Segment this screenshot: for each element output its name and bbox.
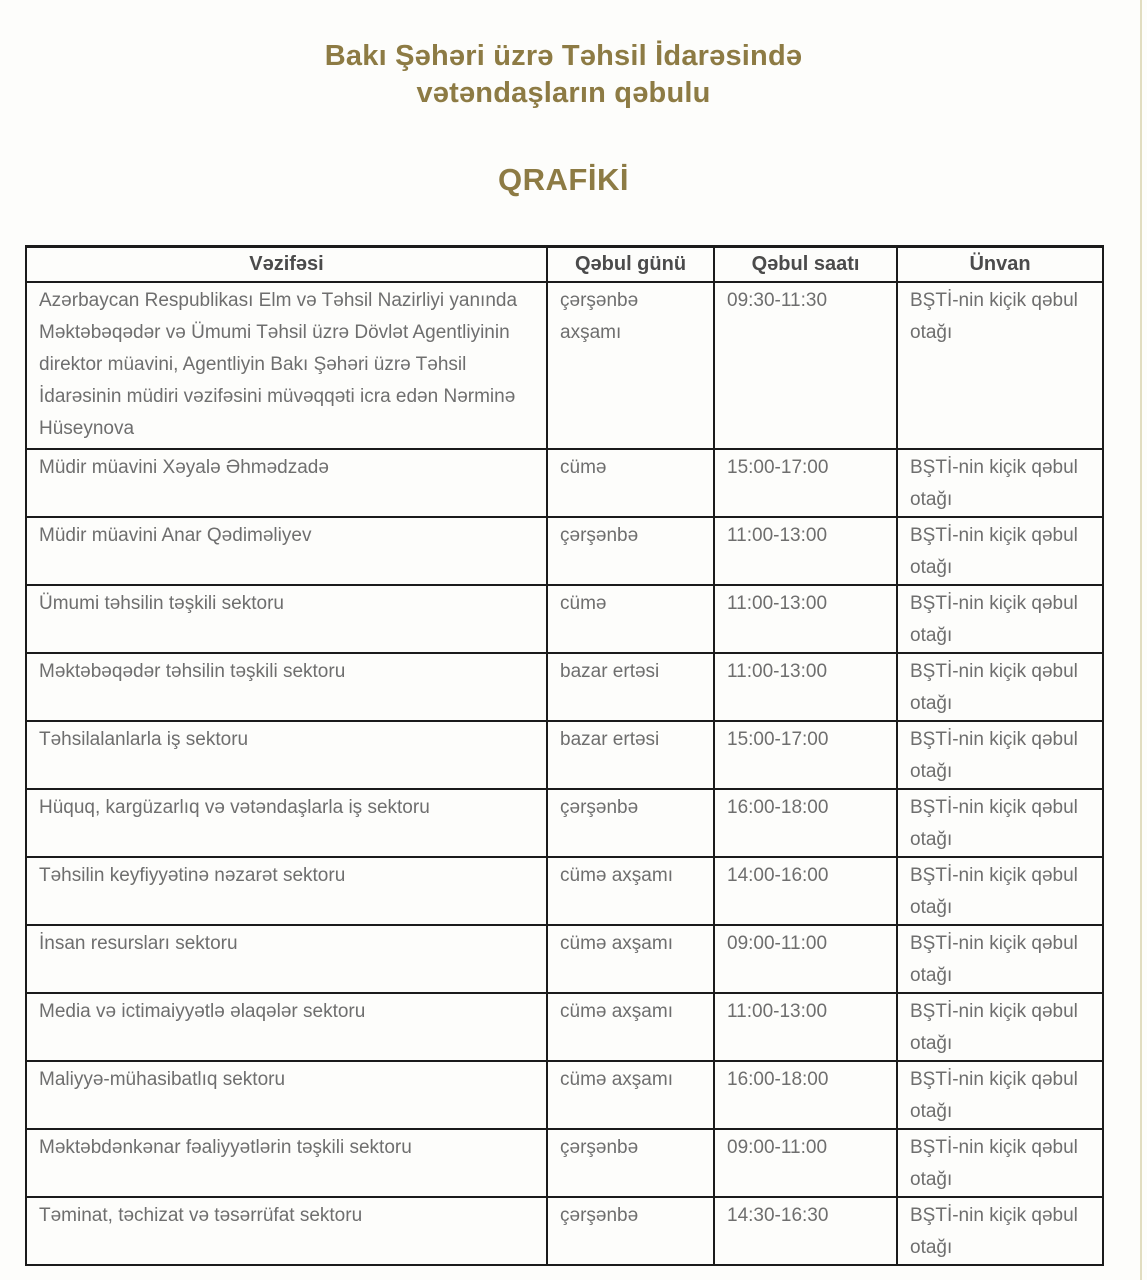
cell-gun: cümə axşamı — [547, 857, 714, 925]
cell-unvan: BŞTİ-nin kiçik qəbul otağı — [897, 789, 1103, 857]
cell-gun: cümə axşamı — [547, 925, 714, 993]
document-page — [25, 0, 1102, 1266]
cell-gun: çərşənbə axşamı — [547, 282, 714, 449]
cell-saat: 14:00-16:00 — [714, 857, 897, 925]
page-title-line1: Bakı Şəhəri üzrə Təhsil İdarəsində — [324, 40, 803, 72]
table-row — [26, 585, 1103, 653]
table-row — [26, 993, 1103, 1061]
cell-vezife: İnsan resursları sektoru — [26, 925, 547, 993]
table-header-row — [26, 247, 1103, 283]
cell-gun: çərşənbə — [547, 789, 714, 857]
cell-gun: cümə — [547, 449, 714, 517]
cell-saat: 09:00-11:00 — [714, 925, 897, 993]
cell-unvan: BŞTİ-nin kiçik qəbul otağı — [897, 282, 1103, 449]
table-row — [26, 449, 1103, 517]
cell-gun: bazar ertəsi — [547, 653, 714, 721]
cell-unvan: BŞTİ-nin kiçik qəbul otağı — [897, 993, 1103, 1061]
cell-unvan: BŞTİ-nin kiçik qəbul otağı — [897, 449, 1103, 517]
table-row — [26, 1197, 1103, 1265]
column-header-vezifesi: Vəzifəsi — [26, 247, 547, 283]
cell-saat: 11:00-13:00 — [714, 993, 897, 1061]
cell-unvan: BŞTİ-nin kiçik qəbul otağı — [897, 585, 1103, 653]
table-row — [26, 653, 1103, 721]
cell-saat: 11:00-13:00 — [714, 585, 897, 653]
cell-gun: cümə axşamı — [547, 993, 714, 1061]
cell-unvan: BŞTİ-nin kiçik qəbul otağı — [897, 721, 1103, 789]
cell-gun: çərşənbə — [547, 1197, 714, 1265]
cell-saat: 11:00-13:00 — [714, 517, 897, 585]
cell-vezife: Azərbaycan Respublikası Elm və Təhsil Nazirliyi yanında Məktəbəqədər və Ümumi Təhsil üzrə Dövlət Agentliyinin direktor müavini, Agentliyin Bakı Şəhəri üzrə Təhsil İdarəsinin müdiri vəzifəsini müvəqqəti icra edən Nərminə Hüseynova — [26, 282, 547, 449]
table-row — [26, 1061, 1103, 1129]
cell-vezife: Məktəbəqədər təhsilin təşkili sektoru — [26, 653, 547, 721]
cell-saat: 16:00-18:00 — [714, 789, 897, 857]
cell-vezife: Hüquq, kargüzarlıq və vətəndaşlarla iş sektoru — [26, 789, 547, 857]
cell-vezife: Təminat, təchizat və təsərrüfat sektoru — [26, 1197, 547, 1265]
cell-vezife: Müdir müavini Anar Qədiməliyev — [26, 517, 547, 585]
cell-unvan: BŞTİ-nin kiçik qəbul otağı — [897, 1061, 1103, 1129]
page-edge-line — [1140, 0, 1142, 1280]
page-title — [25, 38, 1102, 112]
cell-saat: 16:00-18:00 — [714, 1061, 897, 1129]
cell-vezife: Məktəbdənkənar fəaliyyətlərin təşkili sektoru — [26, 1129, 547, 1197]
table-row — [26, 721, 1103, 789]
table-row — [26, 1129, 1103, 1197]
cell-vezife: Təhsilalanlarla iş sektoru — [26, 721, 547, 789]
cell-unvan: BŞTİ-nin kiçik qəbul otağı — [897, 517, 1103, 585]
cell-gun: cümə axşamı — [547, 1061, 714, 1129]
cell-gun: cümə — [547, 585, 714, 653]
table-row — [26, 925, 1103, 993]
page-subtitle: QRAFİKİ — [498, 162, 629, 197]
cell-unvan: BŞTİ-nin kiçik qəbul otağı — [897, 857, 1103, 925]
table-row — [26, 857, 1103, 925]
cell-saat: 09:30-11:30 — [714, 282, 897, 449]
cell-vezife: Ümumi təhsilin təşkili sektoru — [26, 585, 547, 653]
column-header-unvan: Ünvan — [897, 247, 1103, 283]
column-header-qebul-gunu: Qəbul günü — [547, 247, 714, 283]
table-row — [26, 789, 1103, 857]
cell-saat: 14:30-16:30 — [714, 1197, 897, 1265]
page-title-line2: vətəndaşların qəbulu — [416, 77, 711, 109]
reception-schedule-table — [25, 245, 1104, 1266]
cell-gun: bazar ertəsi — [547, 721, 714, 789]
cell-vezife: Təhsilin keyfiyyətinə nəzarət sektoru — [26, 857, 547, 925]
cell-unvan: BŞTİ-nin kiçik qəbul otağı — [897, 1129, 1103, 1197]
cell-vezife: Media və ictimaiyyətlə əlaqələr sektoru — [26, 993, 547, 1061]
cell-saat: 15:00-17:00 — [714, 449, 897, 517]
cell-unvan: BŞTİ-nin kiçik qəbul otağı — [897, 925, 1103, 993]
cell-saat: 15:00-17:00 — [714, 721, 897, 789]
cell-vezife: Maliyyə-mühasibatlıq sektoru — [26, 1061, 547, 1129]
cell-vezife: Müdir müavini Xəyalə Əhmədzadə — [26, 449, 547, 517]
cell-saat: 11:00-13:00 — [714, 653, 897, 721]
cell-unvan: BŞTİ-nin kiçik qəbul otağı — [897, 1197, 1103, 1265]
cell-gun: çərşənbə — [547, 517, 714, 585]
column-header-qebul-saati: Qəbul saatı — [714, 247, 897, 283]
cell-saat: 09:00-11:00 — [714, 1129, 897, 1197]
table-row — [26, 517, 1103, 585]
cell-unvan: BŞTİ-nin kiçik qəbul otağı — [897, 653, 1103, 721]
cell-gun: çərşənbə — [547, 1129, 714, 1197]
table-row — [26, 282, 1103, 449]
